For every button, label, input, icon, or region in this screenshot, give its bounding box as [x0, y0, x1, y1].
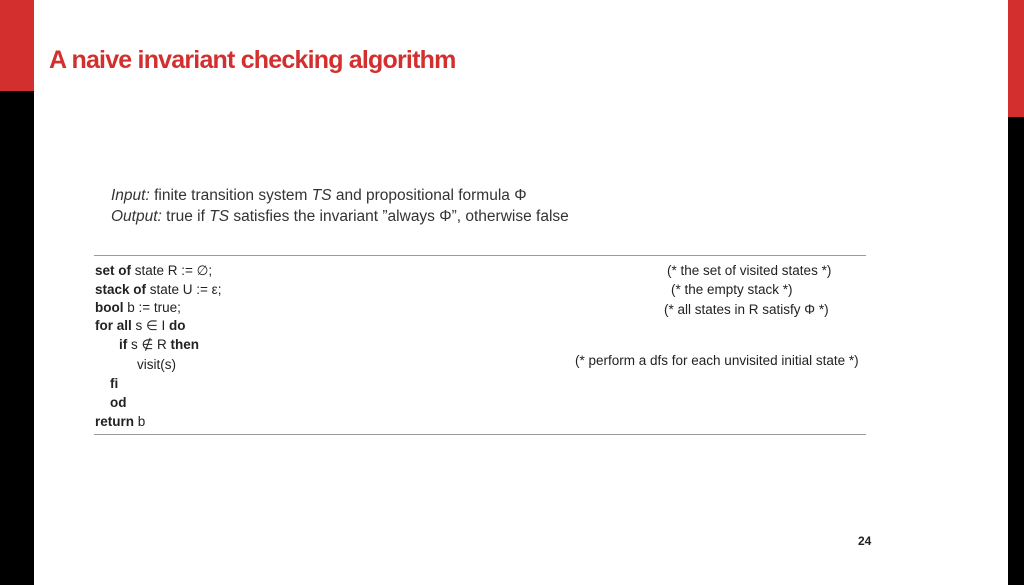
output-spec	[111, 208, 569, 226]
code-line-stack-of	[95, 282, 221, 298]
input-label: Input:	[111, 187, 150, 204]
input-text: finite transition system	[149, 187, 312, 204]
comment-all-states: (* all states in R satisfy Φ *)	[664, 302, 829, 317]
right-accent-bar	[1008, 0, 1024, 117]
code-line-fi	[110, 376, 118, 392]
code-keyword: if	[119, 337, 128, 352]
code-keyword: bool	[95, 300, 124, 315]
code-keyword: then	[170, 337, 200, 352]
output-label: Output:	[111, 208, 162, 225]
code-line-visit	[137, 357, 176, 373]
code-line-od	[110, 395, 127, 411]
code-text: b := true;	[123, 300, 181, 315]
input-tail: and propositional formula Φ	[331, 187, 527, 204]
code-line-set-of	[95, 263, 212, 279]
output-ts: TS	[209, 208, 230, 225]
right-sidebar-bar	[1008, 117, 1024, 585]
output-text: true if	[161, 208, 210, 225]
slide-title: A naive invariant checking algorithm	[49, 46, 456, 74]
page-number: 24	[858, 534, 872, 548]
code-text: b	[134, 414, 146, 429]
code-text: s ∈ I	[131, 318, 170, 333]
code-keyword: do	[169, 318, 186, 333]
code-line-if	[119, 337, 199, 353]
comment-empty-stack: (* the empty stack *)	[671, 282, 793, 297]
code-keyword: fi	[110, 376, 119, 391]
input-ts: TS	[311, 187, 332, 204]
code-text: state R := ∅;	[131, 263, 213, 278]
code-text: s ∉ R	[127, 337, 171, 352]
input-spec	[111, 187, 527, 205]
code-line-bool	[95, 300, 181, 316]
algorithm-top-rule	[94, 255, 866, 256]
code-text: state U := ε;	[146, 282, 222, 297]
code-line-for-all	[95, 318, 186, 334]
comment-visited-states: (* the set of visited states *)	[667, 263, 832, 278]
code-keyword: for all	[95, 318, 132, 333]
code-keyword: stack of	[95, 282, 147, 297]
left-accent-bar	[0, 0, 34, 91]
code-keyword: return	[95, 414, 135, 429]
algorithm-bottom-rule	[94, 434, 866, 435]
code-text: visit(s)	[137, 357, 176, 372]
code-keyword: set of	[95, 263, 132, 278]
code-line-return	[95, 414, 145, 430]
comment-dfs: (* perform a dfs for each unvisited initial state *)	[575, 353, 859, 368]
left-sidebar-bar	[0, 91, 34, 585]
code-keyword: od	[110, 395, 127, 410]
output-tail: satisfies the invariant ”always Φ”, otherwise false	[229, 208, 569, 225]
